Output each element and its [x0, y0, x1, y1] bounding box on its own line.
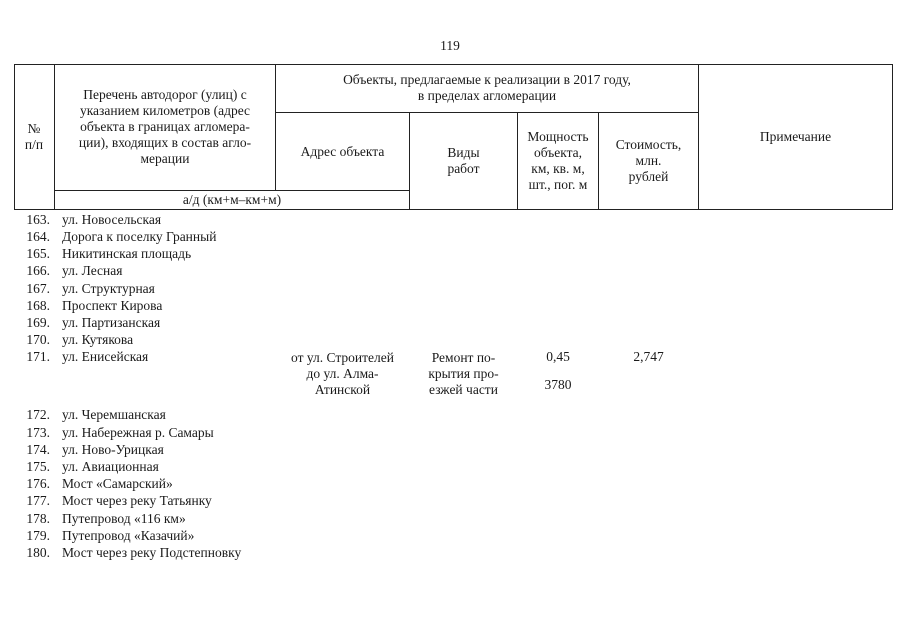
- header-roads: Перечень автодорог (улиц) с указанием километров (адрес объекта в границах агломера- ции), входящих в состав агло- мерации: [78, 87, 252, 166]
- row-171-cost: 2,747: [633, 349, 664, 364]
- row-171-capacity-extra: 3780: [544, 377, 572, 392]
- table-row: 167. ул. Структурная: [26, 281, 155, 296]
- header-roads-sub: а/д (км+м–км+м): [182, 192, 282, 207]
- table-row: 166. ул. Лесная: [26, 263, 123, 278]
- header-note: Примечание: [759, 128, 832, 144]
- table-row: 169. ул. Партизанская: [26, 315, 161, 330]
- table-row: 179. Путепровод «Казачий»: [26, 528, 195, 543]
- table-row: 180. Мост через реку Подстепновку: [26, 545, 242, 560]
- page-number: 119: [440, 38, 460, 53]
- table-row: 170. ул. Кутякова: [26, 332, 134, 347]
- table-row: 165. Никитинская площадь: [26, 246, 192, 261]
- table-row: 176. Мост «Самарский»: [26, 476, 173, 491]
- header-address: Адрес объекта: [300, 143, 385, 159]
- header-capacity: Мощность объекта, км, кв. м, шт., пог. м: [527, 129, 589, 192]
- table-row: 178. Путепровод «116 км»: [26, 511, 186, 526]
- row-171-address: от ул. Строителей до ул. Алма- Атинской: [291, 350, 394, 397]
- table-row: 164. Дорога к поселку Гранный: [26, 229, 217, 244]
- table-row: 175. ул. Авиационная: [26, 459, 159, 474]
- table-row: 177. Мост через реку Татьянку: [26, 493, 212, 508]
- row-171-capacity: 0,45: [546, 349, 570, 364]
- header-cost: Стоимость, млн. рублей: [615, 137, 682, 184]
- row-171-works: Ремонт по- крытия про- езжей части: [428, 350, 499, 397]
- table-row: 171. ул. Енисейская: [26, 349, 149, 364]
- header-works: Виды работ: [447, 145, 480, 176]
- header-num: № п/п: [24, 120, 44, 152]
- header-objects-group: Объекты, предлагаемые к реализации в 2017 году, в пределах агломерации: [343, 72, 631, 103]
- table-row: 163. ул. Новосельская: [26, 212, 162, 227]
- table-row: 173. ул. Набережная р. Самары: [26, 425, 214, 440]
- table-row: 172. ул. Черемшанская: [26, 407, 166, 422]
- table-row: 174. ул. Ново-Урицкая: [26, 442, 164, 457]
- table-row: 168. Проспект Кирова: [26, 298, 163, 313]
